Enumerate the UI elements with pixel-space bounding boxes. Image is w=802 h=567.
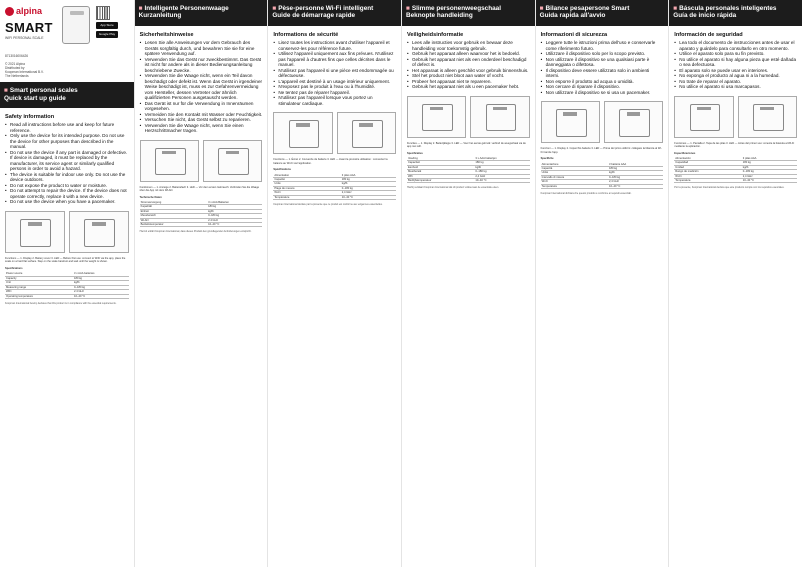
- safety-item: • Do not expose the product to water or moisture.: [5, 183, 129, 189]
- spec-label: Power source: [5, 272, 73, 276]
- spec-row: [273, 195, 396, 199]
- spec-value: 0–180 kg: [474, 170, 529, 174]
- column-2: [267, 0, 401, 567]
- safety-item: • Do not use the device if any part is damaged or defective. If device is damaged, it must be replaced by the manufacturer, its service agent or similarly qualified persons in order to avoid a hazard.: [5, 150, 129, 172]
- spec-label: Wi-Fi: [273, 191, 340, 195]
- product-subtitle: WIFI PERSONAL SCALE: [5, 36, 44, 40]
- spec-label: Unité: [273, 182, 340, 186]
- flag-icon: ■: [405, 5, 410, 12]
- spec-label: Unit: [5, 281, 73, 285]
- safety-list: [674, 40, 797, 90]
- safety-item: • Utilizzare il dispositivo solo per lo scopo previsto.: [541, 51, 664, 57]
- instructions-text: Functions — 1. Display 2. Battery cover 3. LED — Before first use: connect to WiFi via the app, place the scale on a hard flat surface. Step on the scale barefoot and wait until the weight is shown.: [5, 256, 126, 264]
- spec-label: Capacity: [5, 276, 73, 280]
- spec-label: Unidad: [674, 165, 741, 169]
- section-header: [669, 0, 802, 26]
- spec-title: Specificaties: [406, 151, 423, 155]
- safety-item: • N'utilisez pas l'appareil lorsque vous portez un stimulateur cardiaque.: [273, 95, 396, 106]
- spec-row: [407, 179, 530, 183]
- spec-label: WLAN: [140, 218, 207, 222]
- safety-list: [273, 40, 396, 106]
- spec-label: Meetbereik: [407, 170, 474, 174]
- spec-value: 2,4 GHz: [608, 180, 663, 184]
- safety-item: • Das Gerät ist nur für die Verwendung in Innenräumen vorgesehen.: [140, 101, 263, 112]
- flag-icon: ■: [673, 5, 678, 12]
- spec-value: 2,4 GHz: [474, 174, 529, 178]
- instructions-text: Fonctions — 1. Écran 2. Couvercle de batterie 3. LED — Avant la première utilisation : connectez la balance au Wi-Fi via l'application.: [273, 158, 388, 165]
- spec-value: 0–180 kg: [73, 285, 129, 289]
- spec-label: Alimentazione: [541, 163, 608, 167]
- column-3: [401, 0, 535, 567]
- safety-item: • Verwenden Sie die Waage nicht, wenn Sie einen Herzschrittmacher tragen.: [140, 123, 263, 134]
- back-view-figure: [604, 101, 663, 143]
- spec-row: [5, 294, 129, 298]
- safety-title: Informations de sécurité: [273, 32, 339, 38]
- section-header: [0, 82, 134, 108]
- safety-list: [407, 40, 530, 90]
- address-line: Koopman International B.V.: [5, 70, 44, 75]
- spec-value: 0–180 kg: [207, 214, 262, 218]
- safety-item: • No utilice el aparato si hay alguna pieza que esté dañada o sea defectuosa.: [674, 57, 797, 68]
- spec-value: 0–180 kg: [742, 170, 797, 174]
- spec-table: [5, 272, 129, 298]
- address-line: © 2021 Alpina: [5, 62, 25, 67]
- instructions-text: Functies — 1. Display 2. Batterijklepje 3. LED — Voor het eerste gebruik: verbind de weegschaal via de app met wifi.: [406, 141, 526, 148]
- illustrations: [5, 211, 129, 253]
- safety-item: • Lesen Sie alle Anweisungen vor dem Gebrauch des Geräts sorgfältig durch, und bewahren Sie sie für eine spätere Verwendung auf.: [140, 40, 263, 57]
- spec-label: Capacité: [273, 177, 340, 181]
- safety-item: • Only use the device for its intended purpose. Do not use the device for other purposes than described in the manual.: [5, 133, 129, 150]
- spec-label: Wi-Fi: [541, 180, 608, 184]
- safety-item: • No utilice el aparato si usa marcapasos.: [674, 84, 797, 90]
- brand-logo: [5, 6, 42, 16]
- safety-item: • The device is suitable for indoor use only. Do not use the device outdoors.: [5, 172, 129, 183]
- spec-label: Intervallo di misura: [541, 175, 608, 179]
- spec-label: Temperatura: [541, 184, 608, 188]
- spec-value: 3 x AAA batterijen: [474, 157, 529, 161]
- safety-item: • Gebruik het apparaat alleen waarvoor het is bedoeld.: [407, 51, 530, 57]
- safety-item: • Read all instructions before use and keep for future reference.: [5, 122, 129, 133]
- spec-label: Eenheid: [407, 165, 474, 169]
- spec-label: Operating temperature: [5, 294, 73, 298]
- spec-value: 10–40 °C: [341, 195, 396, 199]
- spec-label: Messbereich: [140, 214, 207, 218]
- declaration-text: Koopman International dichiara che questo prodotto è conforme ai requisiti essenziali.: [540, 191, 632, 195]
- safety-item: • No exponga el producto al agua ni a la humedad.: [674, 73, 797, 79]
- safety-item: • Do not attempt to repair the device. If the device does not operate correctly, replace it with a new device.: [5, 188, 129, 199]
- safety-item: • L'appareil est destiné à un usage intérieur uniquement.: [273, 79, 396, 85]
- spec-value: 10–40 °C: [608, 184, 663, 188]
- instructions-text: Funzioni — 1. Display 2. Coperchio batterie 3. LED — Prima del primo utilizzo: collegare la bilancia al Wi-Fi tramite l'app.: [540, 147, 662, 154]
- spec-label: Kapazität: [140, 205, 207, 209]
- back-view-figure: [203, 140, 262, 182]
- spec-title: Technische Daten: [139, 195, 162, 199]
- section-header: [135, 0, 268, 26]
- spec-label: Einheit: [140, 209, 207, 213]
- spec-value: 180 kg: [742, 161, 797, 165]
- safety-item: • Gebruik het apparaat niet als een onderdeel beschadigd of defect is.: [407, 57, 530, 68]
- safety-item: • Non utilizzare il dispositivo se una qualsiasi parte è danneggiata o difettosa.: [541, 57, 664, 68]
- front-view-figure: [674, 96, 733, 138]
- section-header: [402, 0, 535, 26]
- safety-item: • N'utilisez pas l'appareil si une pièce est endommagée ou défectueuse.: [273, 68, 396, 79]
- spec-label: Capacidad: [674, 161, 741, 165]
- spec-row: [541, 184, 664, 188]
- front-view-figure: [5, 211, 65, 253]
- spec-value: 2,4 GHz: [742, 174, 797, 178]
- spec-value: kg/lb: [341, 182, 396, 186]
- spec-label: Bedrijfstemperatuur: [407, 179, 474, 183]
- safety-item: • Leggere tutte le istruzioni prima dell'uso e conservarle come riferimento futuro.: [541, 40, 664, 51]
- spec-value: 10–40 °C: [742, 179, 797, 183]
- header-title: Smart personal scales: [9, 87, 78, 95]
- section-header: [268, 0, 401, 26]
- spec-title: Specifiche: [540, 157, 554, 160]
- app-store-badge[interactable]: App Store: [96, 22, 118, 29]
- spec-value: 3 batterie AAA: [608, 163, 663, 167]
- spec-label: Measuring range: [5, 285, 73, 289]
- spec-label: Alimentation: [273, 174, 340, 178]
- flag-icon: ■: [539, 5, 544, 12]
- safety-item: • Versuchen Sie nicht, das Gerät selbst zu reparieren.: [140, 117, 263, 123]
- instructions-text: Funktionen — 1. Anzeige 2. Batteriefach 3. LED — Vor dem ersten Gebrauch: Verbinden Sie die Waage über die App mit dem WLAN.: [139, 185, 260, 192]
- spec-value: 180 kg: [73, 276, 129, 280]
- spec-label: Température: [273, 195, 340, 199]
- spec-row: [140, 223, 263, 227]
- spec-value: 0–180 kg: [341, 186, 396, 190]
- column-4: [535, 0, 669, 567]
- header-title: Bilance pesapersone Smart: [545, 5, 630, 12]
- safety-item: • Lea todo el documento de instrucciones antes de usar el aparato y guárdelo para consultarlo en otro momento.: [674, 40, 797, 51]
- spec-value: 10–40 °C: [474, 179, 529, 183]
- declaration-text: Koopman International hereby declares that this product is in compliance with the essential requirements.: [5, 301, 117, 305]
- safety-item: • Gebruik het apparaat niet als u een pacemaker hebt.: [407, 84, 530, 90]
- spec-value: 2,4 GHz: [341, 191, 396, 195]
- safety-item: • Non esporre il prodotto ad acqua o umidità.: [541, 79, 664, 85]
- flag-icon: ■: [4, 87, 8, 95]
- illustrations: [541, 101, 664, 143]
- illustrations: [674, 96, 797, 138]
- header-subtitle: Quick start up guide: [4, 94, 66, 102]
- spec-title: Especificaciones: [674, 151, 696, 155]
- safety-item: • Stel het product niet bloot aan water of vocht.: [407, 73, 530, 79]
- spec-label: Capaciteit: [407, 161, 474, 165]
- declaration-text: Por la presente, Koopman International declara que este producto cumple con los requisitos esenciales.: [674, 186, 785, 190]
- spec-label: WiFi: [5, 290, 73, 294]
- safety-list: [541, 40, 664, 95]
- brand-dot-icon: [5, 7, 14, 16]
- header-subtitle: Kurzanleitung: [138, 12, 182, 20]
- spec-value: 180 kg: [207, 205, 262, 209]
- safety-item: • Il dispositivo deve essere utilizzato solo in ambienti interni.: [541, 68, 664, 79]
- header-title: Slimme personenweegschaal: [411, 5, 501, 12]
- safety-item: • Ne tentez pas de réparer l'appareil.: [273, 90, 396, 96]
- back-view-figure: [738, 96, 797, 138]
- brand-name: alpina: [16, 6, 43, 16]
- safety-item: • Verwenden Sie die Waage nicht, wenn ein Teil davon beschädigt oder defekt ist. Wenn das Gerät in irgendeiner Weise beschädigt ist, muss es zur Gefahrenvermeidung vom Hersteller, dessen Vertreter oder ähnlich qualifizierten Personen ausgetauscht werden.: [140, 73, 263, 101]
- safety-item: • Non utilizzare il dispositivo se si usa un pacemaker.: [541, 90, 664, 96]
- spec-value: 180 kg: [474, 161, 529, 165]
- safety-item: • Lisez toutes les instructions avant d'utiliser l'appareil et conservez-les pour référence future.: [273, 40, 396, 51]
- spec-label: Temperatura: [674, 179, 741, 183]
- instructions-text: Funciones — 1. Pantalla 2. Tapa de las pilas 3. LED — Antes del primer uso: conecte la báscula al Wi-Fi mediante la aplicación.: [674, 141, 795, 148]
- safety-item: • Non cercare di riparare il dispositivo.: [541, 84, 664, 90]
- spec-label: Unità: [541, 171, 608, 175]
- safety-item: • El aparato solo se puede usar en interiores.: [674, 68, 797, 74]
- declaration-text: Hiermit erklärt Koopman International, dass dieses Produkt den grundlegenden Anforderungen entspricht.: [139, 230, 252, 234]
- safety-title: Informazioni di sicurezza: [540, 32, 608, 38]
- declaration-text: Hierbij verklaart Koopman International dat dit product voldoet aan de essentiële eisen.: [406, 186, 499, 190]
- spec-value: 3 x AAA Batterien: [207, 201, 262, 205]
- back-view-figure: [337, 112, 396, 154]
- safety-item: • Vermeiden Sie den Kontakt mit Wasser oder Feuchtigkeit.: [140, 112, 263, 118]
- spec-value: 2.4 GHz: [207, 218, 262, 222]
- safety-item: • Utilisez l'appareil uniquement aux fins prévues. N'utilisez pas l'appareil à d'autres fins que celles décrites dans le manuel.: [273, 51, 396, 68]
- front-view-figure: [273, 112, 332, 154]
- header-subtitle: Guida rapida all'avvio: [539, 12, 606, 20]
- illustrations: [273, 112, 396, 154]
- safety-item: • Lees alle instructies voor gebruik en bewaar deze handleiding voor toekomstig gebruik.: [407, 40, 530, 51]
- spec-table: [273, 174, 396, 200]
- back-view-figure: [470, 96, 529, 138]
- spec-table: [407, 157, 530, 183]
- safety-title: Safety information: [5, 114, 55, 121]
- spec-label: Betriebstemperatur: [140, 223, 207, 227]
- spec-row: [674, 179, 797, 183]
- safety-title: Sicherheitshinweise: [139, 32, 194, 38]
- product-name: SMART: [5, 20, 53, 35]
- header-title: Báscula personales inteligentes: [679, 5, 777, 12]
- spec-value: kg/lb: [73, 281, 129, 285]
- spec-label: Rango de medición: [674, 170, 741, 174]
- spec-table: [674, 157, 797, 183]
- spec-label: Capacità: [541, 166, 608, 170]
- front-view-figure: [407, 96, 466, 138]
- flag-icon: ■: [272, 5, 277, 12]
- spec-value: 3 x AAA batteries: [73, 272, 129, 276]
- spec-label: Voeding: [407, 157, 474, 161]
- safety-title: Información de seguridad: [674, 32, 743, 38]
- safety-item: • No trate de reparar el aparato.: [674, 79, 797, 85]
- address-line: Distributed by: [5, 66, 25, 71]
- safety-list: [140, 40, 263, 134]
- declaration-text: Koopman International déclare par la présente que ce produit est conforme aux exigences essentielles.: [273, 202, 383, 206]
- spec-value: 180 kg: [608, 166, 663, 170]
- spec-value: 10–40 °C: [207, 223, 262, 227]
- scale-image: [62, 6, 90, 44]
- ean-code: 8713016006426: [5, 54, 29, 58]
- header-title: Pèse-personne Wi-Fi intelligent: [278, 5, 374, 12]
- safety-title: Veiligheidsinformatie: [406, 32, 464, 38]
- google-play-badge[interactable]: Google Play: [96, 31, 118, 38]
- column-5: [668, 0, 802, 567]
- spec-value: kg/lb: [207, 209, 262, 213]
- spec-value: 3 pilas AAA: [742, 157, 797, 161]
- spec-value: kg/lb: [742, 165, 797, 169]
- safety-list: [5, 122, 129, 205]
- spec-title: Specifications: [5, 266, 23, 270]
- spec-title: Spécifications: [273, 168, 291, 171]
- safety-item: • Probeer het apparaat niet te repareren.: [407, 79, 530, 85]
- flag-icon: ■: [138, 5, 143, 12]
- spec-value: 10–40 °C: [73, 294, 129, 298]
- header-title: Intelligente Personenwaage: [144, 5, 229, 12]
- safety-item: • Het apparaat is alleen geschikt voor gebruik binnenshuis.: [407, 68, 530, 74]
- safety-item: • N'exposez pas le produit à l'eau ou à l'humidité.: [273, 84, 396, 90]
- section-header: [536, 0, 669, 26]
- spec-value: 0–180 kg: [608, 175, 663, 179]
- safety-item: • Verwenden Sie das Gerät nur zweckbestimmt. Das Gerät ist nicht für andere als in dieser Bedienungsanleitung beschriebene Zwecke.: [140, 57, 263, 74]
- front-view-figure: [541, 101, 600, 143]
- address-line: The Netherlands: [5, 74, 29, 79]
- spec-label: Wifi: [407, 174, 474, 178]
- spec-value: kg/lb: [608, 171, 663, 175]
- illustrations: [407, 96, 530, 138]
- spec-label: Stromversorgung: [140, 201, 207, 205]
- spec-value: 180 kg: [341, 177, 396, 181]
- column-0: [0, 0, 134, 567]
- column-1: [134, 0, 268, 567]
- safety-item: • Utilice el aparato solo para su fin previsto.: [674, 51, 797, 57]
- qr-code-icon: [96, 6, 110, 20]
- spec-table: [541, 163, 664, 189]
- spec-value: 2.4 GHz: [73, 290, 129, 294]
- spec-label: Alimentación: [674, 157, 741, 161]
- header-subtitle: Beknopte handleiding: [405, 12, 473, 20]
- front-view-figure: [140, 140, 199, 182]
- back-view-figure: [69, 211, 129, 253]
- header-subtitle: Guía de inicio rápida: [673, 12, 737, 20]
- spec-label: Wi-Fi: [674, 174, 741, 178]
- spec-value: kg/lb: [474, 165, 529, 169]
- address-block: [5, 62, 129, 78]
- spec-table: [140, 201, 263, 227]
- spec-value: 3 piles AAA: [341, 174, 396, 178]
- safety-item: • Do not use the device when you have a pacemaker.: [5, 199, 129, 205]
- illustrations: [140, 140, 263, 182]
- header-subtitle: Guide de démarrage rapide: [272, 12, 356, 20]
- spec-label: Plage de mesure: [273, 186, 340, 190]
